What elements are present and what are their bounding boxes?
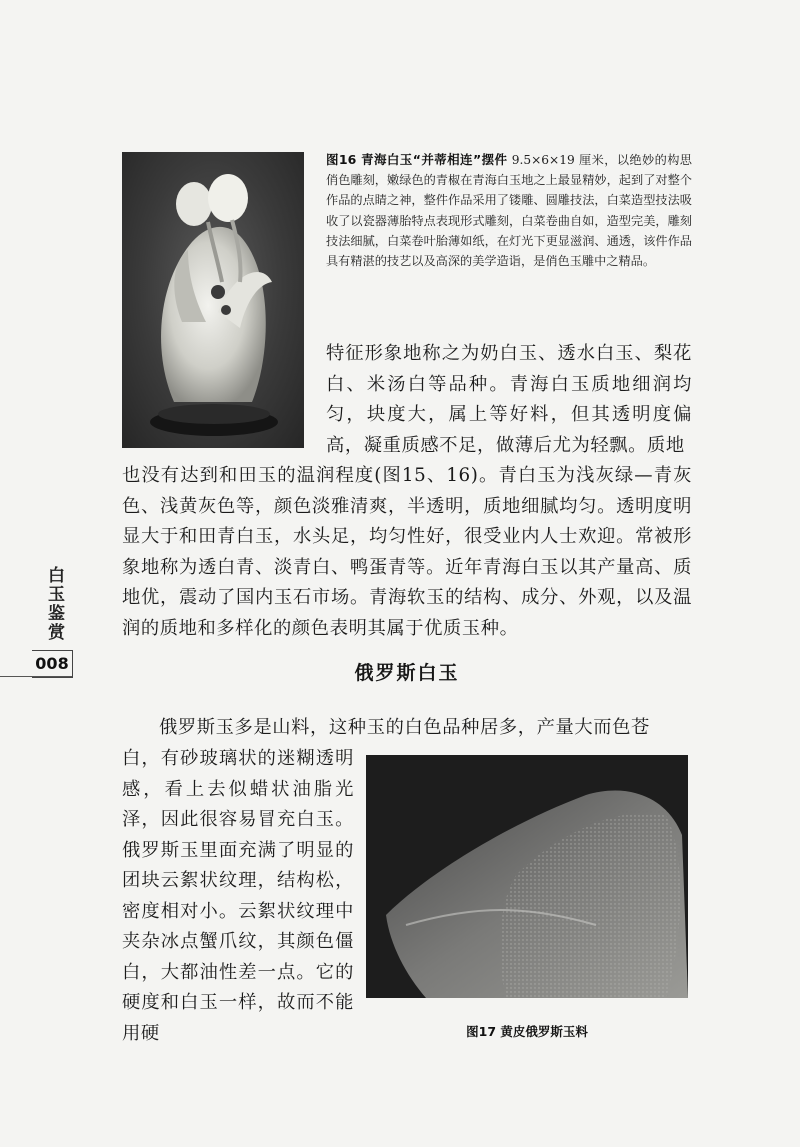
section-title: 俄罗斯白玉 bbox=[354, 662, 460, 684]
body-paragraph-1-top: 特征形象地称之为奶白玉、透水白玉、梨花白、米汤白等品种。青海白玉质地细润均匀，块度大，属上等好料，但其透明度偏高，凝重质感不足，做薄后尤为轻飘。质地 bbox=[326, 343, 692, 456]
figure17-photo bbox=[366, 755, 688, 998]
body-paragraph-1-full: 也没有达到和田玉的温润程度(图15、16)。青白玉为浅灰绿—青灰色、浅黄灰色等，颜色淡雅清爽，半透明，质地细腻均匀。透明度明显大于和田青白玉，水头足，均匀性好，很受业内人士欢迎。常被形象地称为透白青、淡青白、鸭蛋青等。近年青海白玉以其产量高、质地优，震动了国内玉石市场。青海软玉的结构、成分、外观，以及温润的质地和多样化的颜色表明其属于优质玉种。 bbox=[122, 465, 692, 639]
figure16-text: 9.5×6×19 厘米，以绝妙的构思俏色雕刻，嫩绿色的青椒在青海白玉地之上最显精妙，起到了对整个作品的点睛之神，整件作品采用了镂雕、圆雕技法，白菜造型技法吸收了以瓷器薄胎特点表现形式雕刻，白菜卷曲自如，造型完美，雕刻技法细腻，白菜卷叶胎薄如纸，在灯光下更显滋润、通透，该件作品具有精湛的技艺以及高深的美学造诣，是俏色玉雕中之精品。 bbox=[326, 153, 692, 269]
running-header-title: 白玉鉴赏 bbox=[44, 566, 64, 642]
body-paragraph-2-column: 白，有砂玻璃状的迷糊透明感，看上去似蜡状油脂光泽，因此很容易冒充白玉。俄罗斯玉里面充满了明显的团块云絮状纹理，结构松，密度相对小。云絮状纹理中夹杂冰点蟹爪纹，其颜色僵白，大都油性差一点。它的硬度和白玉一样，故而不能用硬 bbox=[122, 748, 354, 1044]
figure16-label: 图16 青海白玉“并蒂相连”摆件 bbox=[326, 152, 508, 167]
figure16-photo bbox=[122, 152, 304, 448]
figure16-caption bbox=[326, 150, 692, 271]
figure17-caption: 图17 黄皮俄罗斯玉料 bbox=[466, 1024, 588, 1039]
page-number: 008 bbox=[32, 650, 73, 678]
body-paragraph-2-first-line: 俄罗斯玉多是山料，这种玉的白色品种居多，产量大而色苍 bbox=[159, 717, 650, 738]
